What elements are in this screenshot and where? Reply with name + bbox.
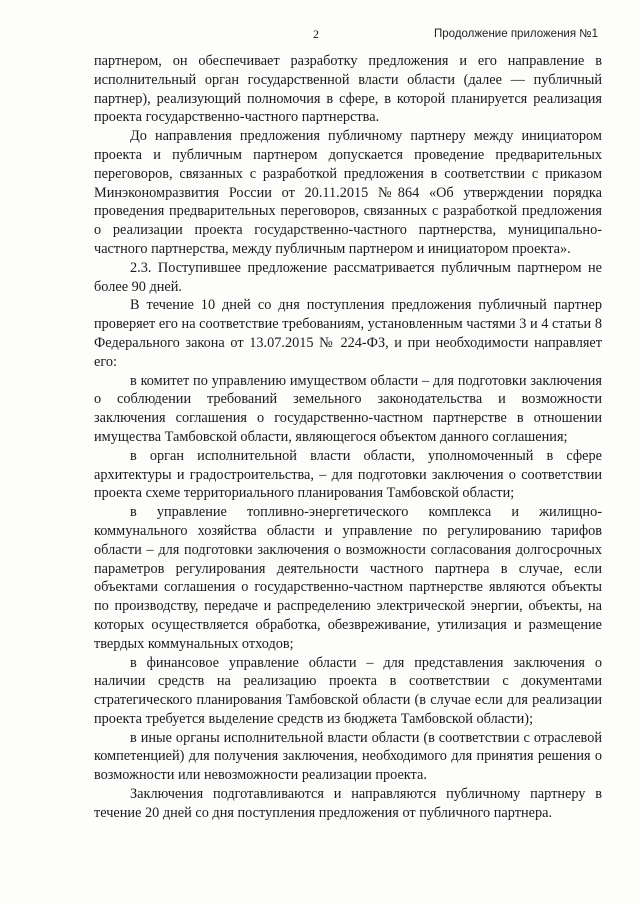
paragraph: партнером, он обеспечивает разработку предложения и его направление в исполнительный орган государственной власти области (далее — публичный партнер), реализующий полномочия в сфере, в которой планируется реализация проекта государственно-частного партнерства.	[94, 53, 602, 126]
paragraph: В течение 10 дней со дня поступления предложения публичный партнер проверяет его на соответствие требованиям, установленным частями 3 и 4 статьи 8 Федерального закона от 13.07.2015 № 224-ФЗ, и при необходимости направляет его:	[94, 297, 602, 370]
list-item-paragraph: в комитет по управлению имуществом области – для подготовки заключения о соблюдении требований земельного законодательства и возможности заключения соглашения о государственно-частном партнерстве в отношении имущества Тамбовской области, являющегося объектом данного соглашения;	[94, 372, 602, 445]
paragraph: 2.3. Поступившее предложение рассматривается публичным партнером не более 90 дней.	[94, 259, 602, 295]
appendix-note: Продолжение приложения №1	[434, 28, 598, 40]
list-item-paragraph: в управление топливно-энергетического комплекса и жилищно-коммунального хозяйства области и управление по регулированию тарифов области – для подготовки заключения о возможности согласования долгосрочных параметров регулирования деятельности частного партнера в случае, если объектами соглашения о государственно-частном партнерстве являются объекты по производству, передаче и распределению электрической энергии, объекты, на которых осуществляется обработка, обезвреживание, утилизация и размещение твердых коммунальных отходов;	[94, 504, 602, 652]
list-item-paragraph: в орган исполнительной власти области, уполномоченный в сфере архитектуры и градостроительства, – для подготовки заключения о соответствии проекта схеме территориального планирования Тамбовской области;	[94, 447, 602, 502]
list-item-paragraph: в финансовое управление области – для представления заключения о наличии средств на реализацию проекта в соответствии с документами стратегического планирования Тамбовской области (в случае если для реализации проекта требуется выделение средств из бюджета Тамбовской области);	[94, 654, 602, 727]
list-item-paragraph: в иные органы исполнительной власти области (в соответствии с отраслевой компетенцией) для получения заключения, необходимого для принятия решения о возможности или невозможности реализации проекта.	[94, 729, 602, 784]
page-number: 2	[313, 27, 319, 41]
document-body	[94, 52, 602, 823]
paragraph: Заключения подготавливаются и направляются публичному партнеру в течение 20 дней со дня поступления предложения от публичного партнера.	[94, 786, 602, 821]
paragraph: До направления предложения публичному партнеру между инициатором проекта и публичным партнером допускается проведение предварительных переговоров, связанных с разработкой предложения в соответствии с приказом Минэкономразвития России от 20.11.2015 №864 «Об утверждении порядка проведения предварительных переговоров, связанных с разработкой предложения о реализации проекта государственно-частного партнерства, муниципально-частного партнерства, между публичным партнером и инициатором проекта».	[94, 128, 602, 257]
